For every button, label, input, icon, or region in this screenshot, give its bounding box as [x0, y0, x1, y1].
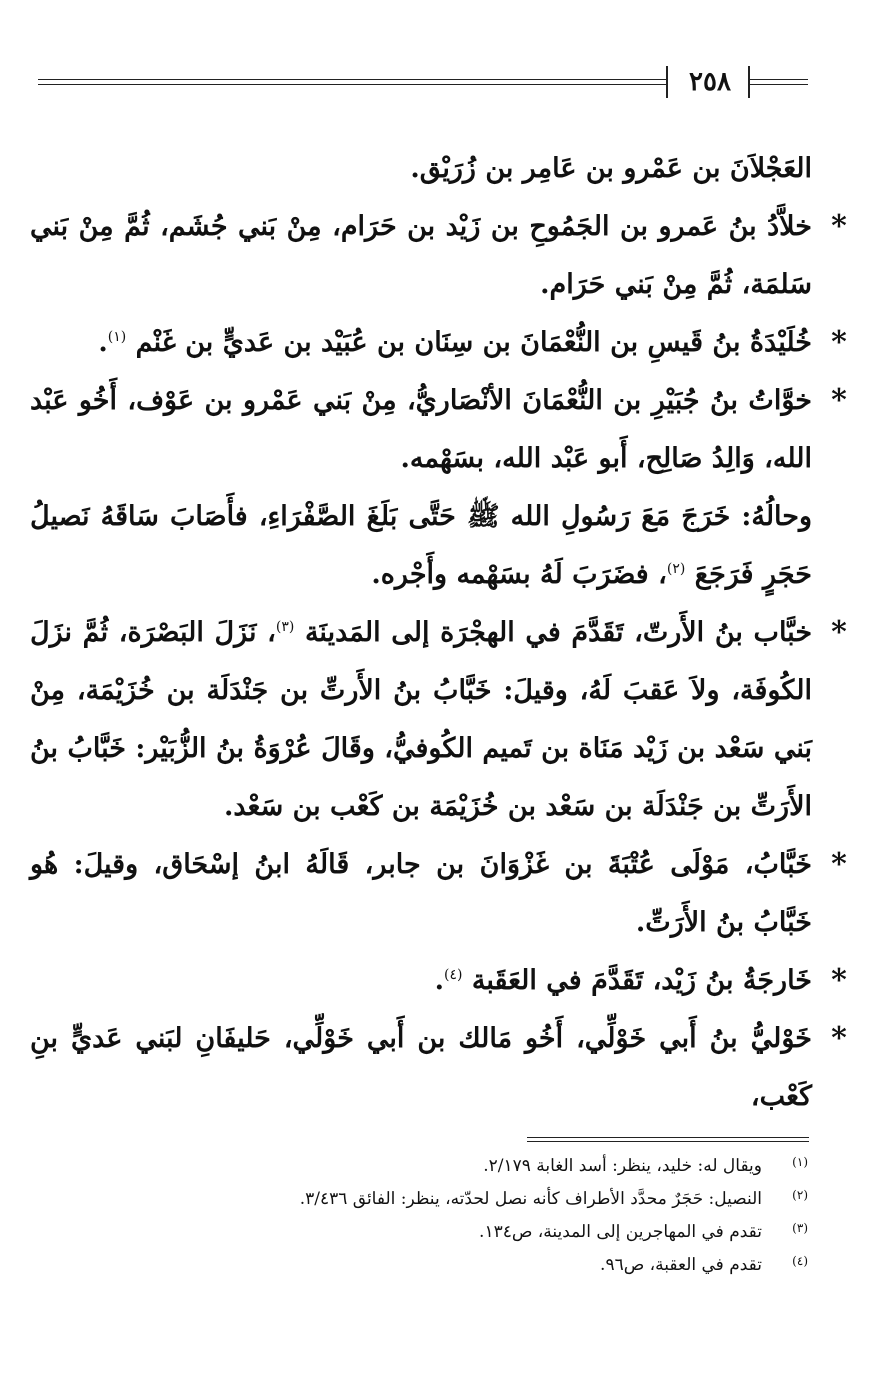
page-header: [38, 66, 808, 106]
entry-marker: *: [831, 1021, 847, 1056]
continued-line: العَجْلاَنَ بن عَمْرو بن عَامِر بن زُرَيْق.: [410, 153, 812, 184]
footnote: [140, 1183, 808, 1216]
footnote-separator: [527, 1137, 809, 1142]
footnote: [140, 1150, 808, 1183]
header-rule-left: [38, 79, 666, 85]
header-rule-right: [750, 79, 808, 85]
footnote-text: تقدم في المهاجرين إلى المدينة، ص١٣٤.: [479, 1222, 762, 1242]
entry-marker: *: [831, 963, 847, 998]
footnote-text: النصيل: حَجَرٌ محدَّد الأطراف كأنه نصل لحدّته، ينظر: الفائق ٣/٤٣٦.: [299, 1189, 762, 1209]
entry-marker: *: [831, 615, 847, 650]
entry-tail: ، نَزَلَ البَصْرَة، ثُمَّ نزَلَ الكُوفَة، ولاَ عَقبَ لَهُ، وقيلَ: خَبَّابُ بنُ الأَرتِّ بن جَنْدَلَة بن خُزَيْمَة، مِنْ بَني سَعْد بن زَيْد مَنَاة بن تَميم الكُوفيُّ، وقَالَ عُرْوَةُ بنُ الزُّبَيْر: خَبَّابُ بنُ الأَرَتِّ بن جَنْدَلَة بن سَعْد بن خُزَيْمَة بن كَعْب بن سَعْد.: [30, 617, 813, 822]
entry-text: خَبَّابُ، مَوْلَى عُتْبَةَ بن غَزْوَانَ بن جابر، قَالَهُ ابنُ إسْحَاق، وقيلَ: هُو خَبَّابُ بنُ الأَرَتِّ.: [30, 849, 812, 938]
entry-marker: *: [831, 209, 847, 244]
entry-khabbab-mawla: [30, 836, 847, 952]
entry-text: خَوْليُّ بنُ أَبي خَوْلِّي، أَخُو مَالك بن أَبي خَوْلِّي، حَليفَانِ لبَني عَديٍّ بنِ كَعْب،: [30, 1023, 812, 1112]
entry-text: خلاَّدُ بنُ عَمرو بن الجَمُوحِ بن زَيْد بن حَرَام، مِنْ بَني جُشَم، ثُمَّ مِنْ بَني سَلمَة، ثُمَّ مِنْ بَني حَرَام.: [30, 211, 812, 300]
entry-text: خَارجَةُ بنُ زَيْد، تَقَدَّمَ في العَقَبة: [471, 965, 812, 996]
entry-khulayda: [30, 314, 847, 372]
footnote-number: (٤): [792, 1254, 808, 1268]
entry-marker: *: [831, 847, 847, 882]
entry-tail: .: [98, 327, 108, 358]
footnote-text: تقدم في العقبة، ص٩٦.: [600, 1255, 762, 1275]
footnote-number: (٢): [792, 1188, 808, 1202]
footnotes: [140, 1150, 808, 1282]
footnote-number: (١): [792, 1155, 808, 1169]
entry-khawli: [30, 1010, 847, 1126]
entry-kharija: [30, 952, 847, 1010]
footnote: [140, 1249, 808, 1282]
footnote-ref[interactable]: (٣): [275, 619, 295, 635]
page-number: ٢٥٨: [689, 67, 731, 97]
entry-khawwat-note: [30, 488, 812, 604]
entry-khabbab-aratt: [30, 604, 847, 836]
header-rule-divider: [666, 66, 668, 98]
main-text: [30, 140, 847, 1126]
footnote-number: (٣): [792, 1221, 808, 1235]
footnote-ref[interactable]: (٢): [666, 561, 686, 577]
entry-khallad: [30, 198, 847, 314]
footnote-ref[interactable]: (١): [107, 329, 127, 345]
entry-tail: .: [434, 965, 444, 996]
entry-text: خوَّاتُ بنُ جُبَيْرِ بن النُّعْمَانَ الأنْصَاريُّ، مِنْ بَني عَمْرو بن عَوْف، أَخُو عَبْد الله، وَالِدُ صَالِح، أَبو عَبْد الله، بسَهْمه.: [30, 385, 812, 474]
footnote-text: ويقال له: خليد، ينظر: أسد الغابة ٢/١٧٩.: [483, 1156, 762, 1176]
entry-text: خُلَيْدَةُ بنُ قَيسِ بن النُّعْمَانَ بن سِنَان بن عُبَيْد بن عَديٍّ بن غَنْم: [135, 327, 812, 358]
footnote: [140, 1216, 808, 1249]
entry-marker: *: [831, 325, 847, 360]
entry-tail: ، فضَرَبَ لَهُ بسَهْمه وأَجْره.: [371, 559, 667, 590]
entry-text: وحالُهُ: خَرَجَ مَعَ رَسُولِ الله ﷺ حَتَّى بَلَغَ الصَّفْرَاءِ، فأَصَابَ سَاقَهُ نَصيلُ حَجَرٍ فَرَجَعَ: [30, 501, 812, 590]
entry-marker: *: [831, 383, 847, 418]
entry-khawwat: [30, 372, 847, 488]
entry-text: خبَّاب بنُ الأَرتّ، تَقَدَّمَ في الهجْرَة إلى المَدينَة: [304, 617, 813, 648]
footnote-ref[interactable]: (٤): [443, 967, 463, 983]
